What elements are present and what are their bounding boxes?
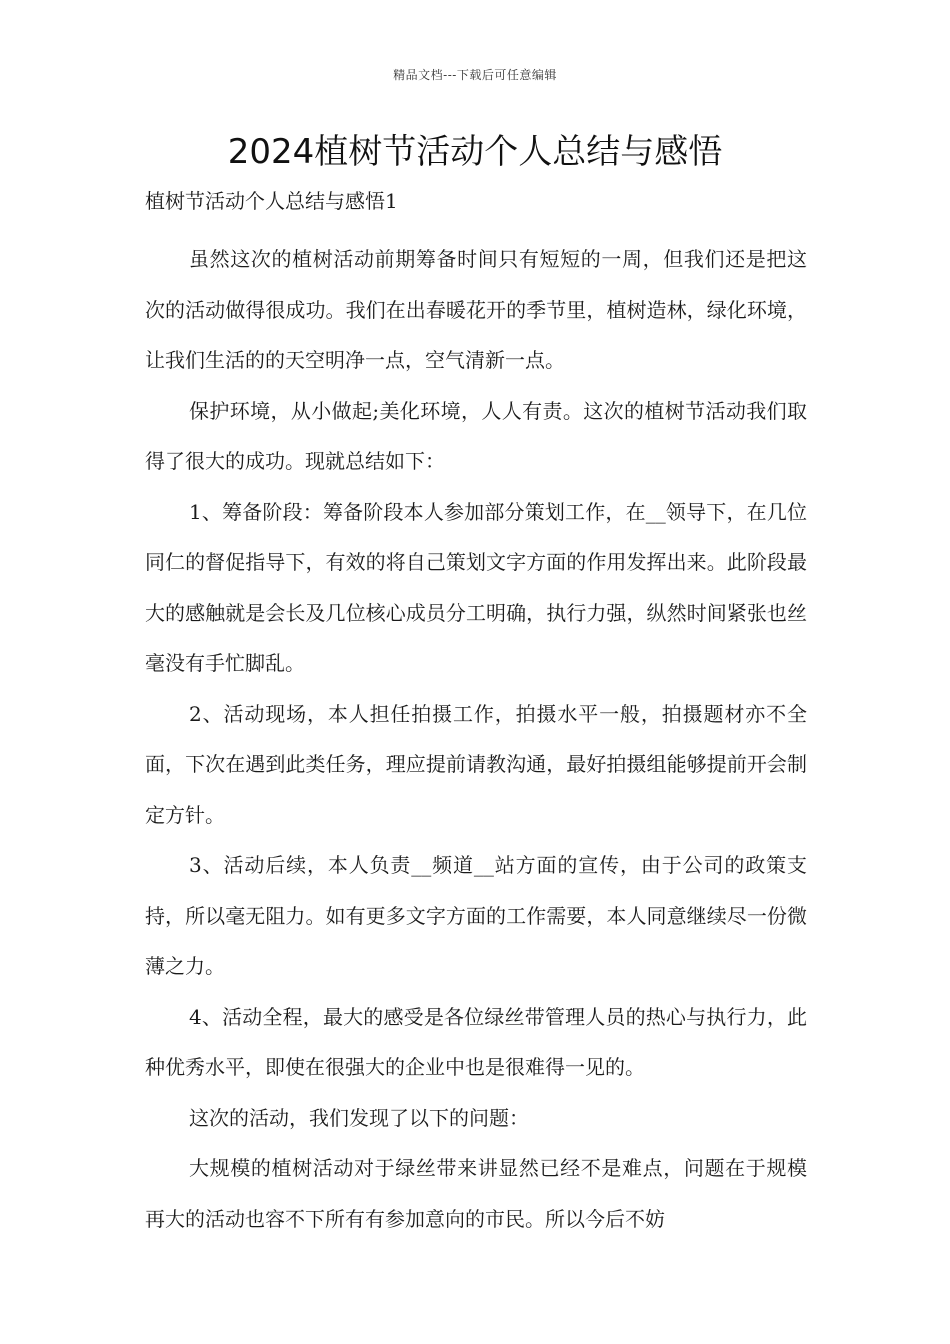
- paragraph: 4、活动全程，最大的感受是各位绿丝带管理人员的热心与执行力，此种优秀水平，即使在很强大的企业中也是很难得一见的。: [145, 1004, 807, 1079]
- paragraph: 1、筹备阶段：筹备阶段本人参加部分策划工作，在__领导下，在几位同仁的督促指导下，有效的将自己策划文字方面的作用发挥出来。此阶段最大的感触就是会长及几位核心成员分工明确，执行力强，纵然时间紧张也丝毫没有手忙脚乱。: [145, 499, 807, 675]
- document-body: [145, 184, 807, 1244]
- paragraph: 3、活动后续，本人负责__频道__站方面的宣传，由于公司的政策支持，所以毫无阻力。如有更多文字方面的工作需要，本人同意继续尽一份微薄之力。: [145, 853, 807, 978]
- page-title: 2024植树节活动个人总结与感悟: [227, 132, 723, 172]
- section-subtitle: 植树节活动个人总结与感悟1: [145, 189, 398, 213]
- paragraph: 保护环境，从小做起;美化环境，人人有责。这次的植树节活动我们取得了很大的成功。现就总结如下：: [145, 398, 807, 473]
- paragraph: 虽然这次的植树活动前期筹备时间只有短短的一周，但我们还是把这次的活动做得很成功。我们在出春暖花开的季节里，植树造林，绿化环境，让我们生活的的天空明净一点，空气清新一点。: [145, 247, 807, 372]
- header-note: 精品文档---下载后可任意编辑: [393, 68, 557, 82]
- paragraph: 2、活动现场，本人担任拍摄工作，拍摄水平一般，拍摄题材亦不全面，下次在遇到此类任务，理应提前请教沟通，最好拍摄组能够提前开会制定方针。: [145, 701, 807, 827]
- paragraph: 大规模的植树活动对于绿丝带来讲显然已经不是难点，问题在于规模再大的活动也容不下所有有参加意向的市民。所以今后不妨: [145, 1156, 807, 1231]
- paragraph: 这次的活动，我们发现了以下的问题：: [189, 1105, 529, 1130]
